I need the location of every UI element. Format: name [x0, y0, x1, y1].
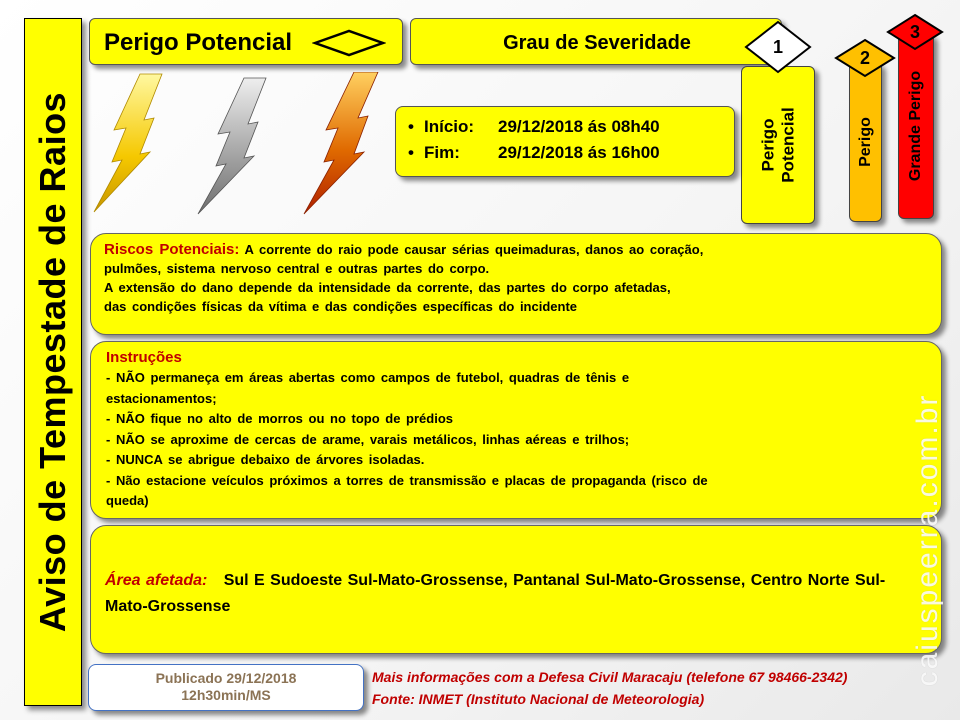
start-value: 29/12/2018 ás 08h40 — [498, 117, 660, 136]
watermark: caiuspeerra.com.br — [911, 393, 944, 687]
end-value: 29/12/2018 ás 16h00 — [498, 143, 660, 162]
affected-area-text — [105, 568, 927, 620]
instruction-line: - NÃO permaneça em áreas abertas como campos de futebol, quadras de tênis e — [106, 370, 630, 385]
hazard-level-label: Perigo Potencial — [104, 29, 293, 56]
risks-line-2: pulmões, sistema nervoso central e outras partes do corpo. — [104, 261, 490, 276]
lightning-bolts — [92, 72, 404, 217]
end-label: Fim: — [424, 143, 460, 162]
lightning-bolt-yellow-icon — [94, 74, 162, 212]
affected-area-label: Área afetada: — [105, 572, 208, 589]
severity-1-label — [758, 107, 797, 183]
severity-1-label-line2: Potencial — [778, 107, 797, 183]
risks-text-1: A corrente do raio pode causar sérias queimaduras, danos ao coração, — [244, 242, 704, 257]
severity-1-number: 1 — [772, 36, 783, 57]
lightning-bolt-orange-icon — [304, 72, 378, 214]
instruction-line: - NÃO fique no alto de morros ou no topo de prédios — [106, 411, 453, 426]
start-time-row — [408, 117, 722, 137]
severity-3-badge — [886, 13, 944, 51]
page-title: Aviso de Tempestade de Raios — [32, 91, 73, 633]
severity-1-label-line1: Perigo — [758, 118, 778, 172]
affected-area-value: Sul E Sudoeste Sul-Mato-Grossense, Pantanal Sul-Mato-Grossense, Centro Norte Sul-Mato-Grossense — [105, 572, 886, 615]
end-time-row — [408, 143, 722, 163]
instruction-line: - NUNCA se abrigue debaixo de árvores isoladas. — [106, 452, 425, 467]
instruction-line: - Não estacione veículos próximos a torres de transmissão e placas de propaganda (risco de — [106, 472, 708, 488]
start-label: Início: — [424, 117, 475, 136]
severity-header-label: Grau de Severidade — [503, 32, 691, 54]
severity-3-number: 3 — [909, 21, 920, 42]
contact-info: Mais informações com a Defesa Civil Maracaju (telefone 67 98466-2342) — [372, 669, 848, 685]
hazard-level-header — [89, 18, 403, 65]
instructions-heading: Instruções — [106, 349, 182, 366]
severity-column-3 — [898, 33, 934, 219]
risks-line-4: das condições físicas da vítima e das condições específicas do incidente — [104, 299, 578, 314]
published-time: 12h30min/MS — [181, 687, 271, 703]
severity-2-label: Perigo — [856, 117, 874, 167]
bullet-icon: • — [408, 143, 414, 162]
diamond-icon — [312, 29, 386, 57]
affected-area-box — [90, 525, 942, 654]
severity-column-1 — [741, 66, 815, 224]
published-date: Publicado 29/12/2018 — [155, 670, 297, 686]
bullet-icon: • — [408, 117, 414, 136]
severity-header — [410, 18, 782, 65]
risks-line-3: A extensão do dano depende da intensidade da corrente, das partes do corpo afetadas, — [104, 280, 671, 295]
instruction-line: queda) — [106, 493, 149, 508]
instruction-line: estacionamentos; — [106, 390, 217, 406]
more-info — [372, 666, 952, 710]
risks-line-1 — [104, 240, 928, 259]
severity-1-badge — [744, 20, 812, 74]
risks-box — [90, 233, 942, 335]
severity-column-2 — [849, 62, 882, 222]
time-range-box — [395, 106, 735, 177]
source-info: Fonte: INMET (Instituto Nacional de Meteorologia) — [372, 691, 705, 707]
risks-heading: Riscos Potenciais: — [104, 241, 240, 258]
side-title-bar — [24, 18, 82, 706]
severity-2-number: 2 — [859, 47, 870, 68]
instruction-line: - NÃO se aproxime de cercas de arame, varais metálicos, linhas aéreas e trilhos; — [106, 431, 630, 447]
severity-3-label: Grande Perigo — [906, 70, 924, 182]
lightning-bolt-gray-icon — [198, 78, 266, 214]
instructions-box — [90, 341, 942, 519]
published-box — [88, 664, 364, 711]
